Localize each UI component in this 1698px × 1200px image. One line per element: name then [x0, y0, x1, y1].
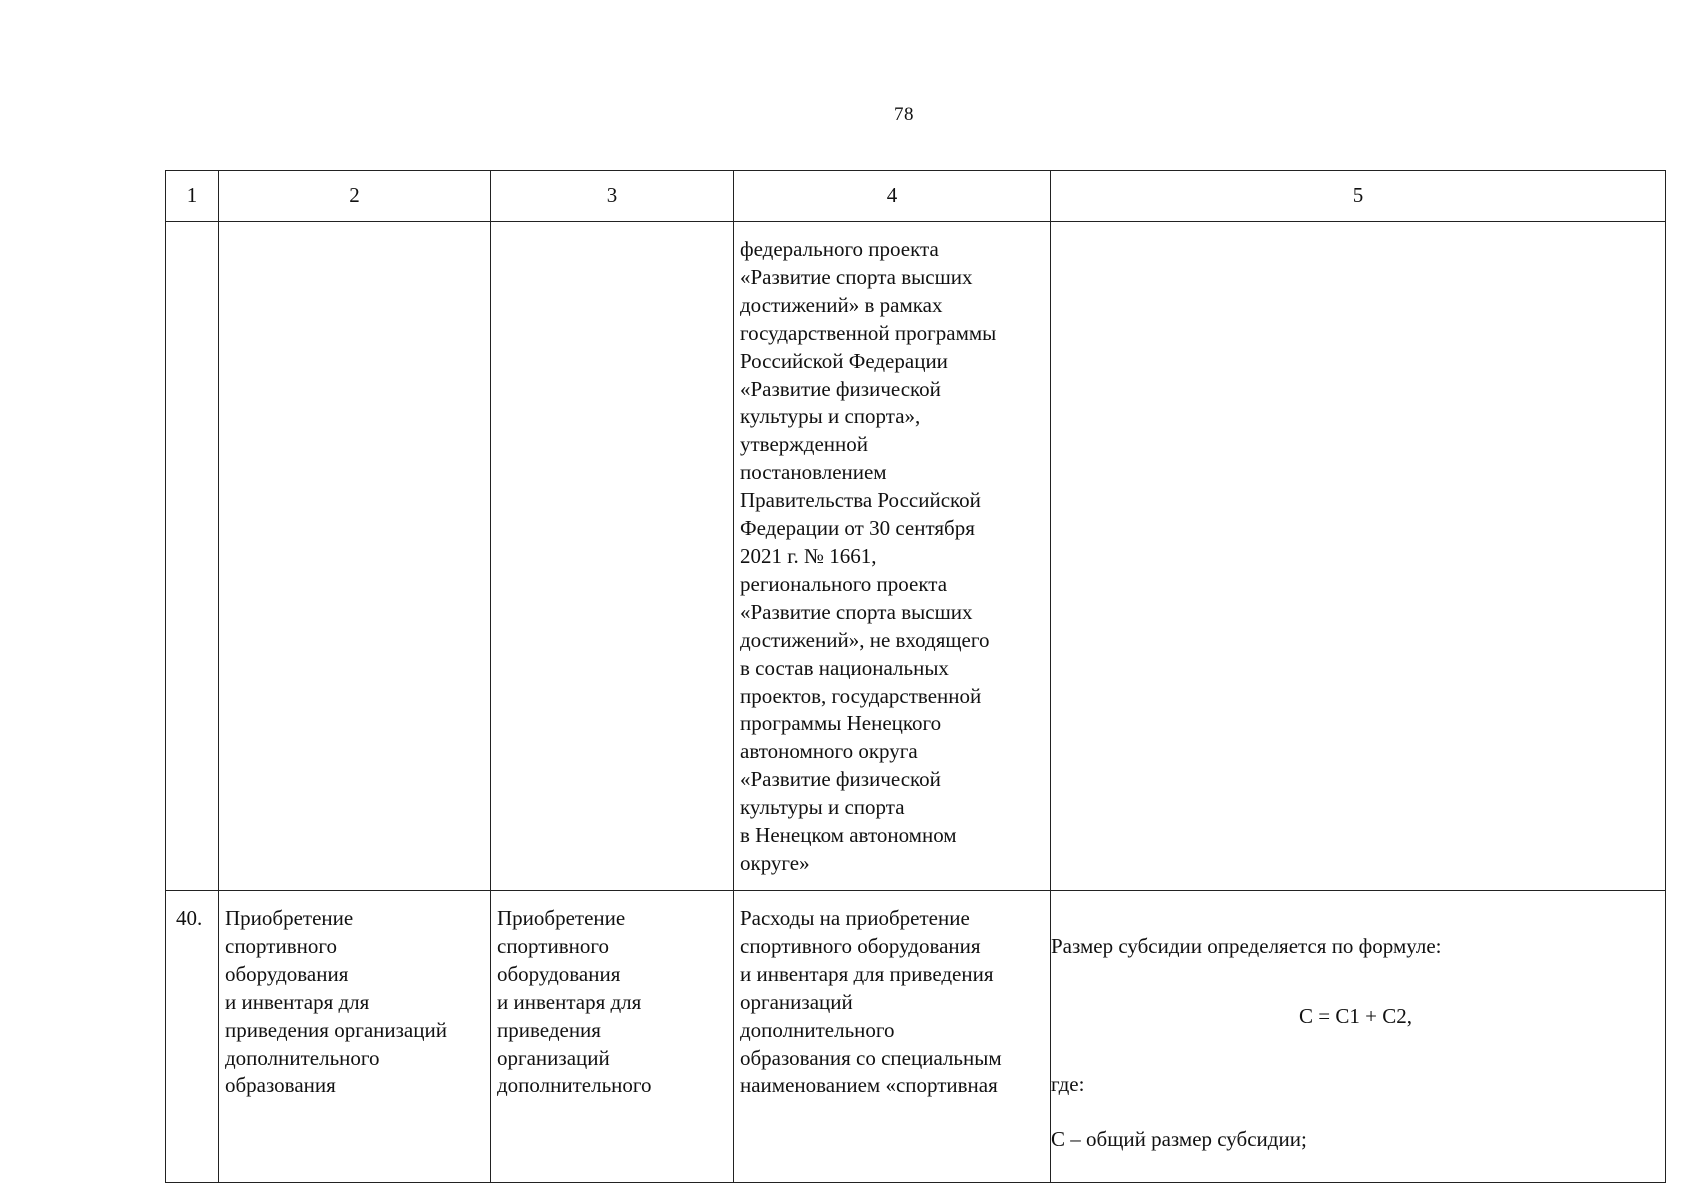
header-col-1: 1	[166, 171, 219, 222]
row-40-number: 40.	[166, 891, 219, 1183]
row-40-col-3: Приобретение спортивного оборудования и инвентаря для приведения организаций дополнительного	[491, 891, 734, 1183]
row-40-col-5	[1051, 891, 1666, 1183]
header-col-3: 3	[491, 171, 734, 222]
header-col-2: 2	[219, 171, 491, 222]
cell-continued-col-4	[734, 222, 1051, 891]
cell-continued-col-4-text: федерального проекта «Развитие спорта высших достижений» в рамках государственной программы Российской Федерации «Развитие физической культуры и спорта», утвержденной постановлением Правительства Российской Федерации от 30 сентября 2021 г. № 1661, регионального проекта «Развитие спорта высших достижений», не входящего в состав национальных проектов, государственной программы Ненецкого автономного округа «Развитие физической культуры и спорта в Ненецком автономном округе»	[740, 237, 997, 875]
page-number: 78	[894, 104, 914, 125]
header-col-5: 5	[1051, 171, 1666, 222]
formula-where: где:	[1051, 1071, 1085, 1096]
cell-continued-col-1	[166, 222, 219, 891]
table-header-row	[166, 171, 1666, 222]
row-40-col-2: Приобретение спортивного оборудования и инвентаря для приведения организаций дополнительного образования	[219, 891, 491, 1183]
formula: С = С1 + С2,	[1299, 1003, 1412, 1028]
table-row-continued	[166, 222, 1666, 891]
row-40-col-4: Расходы на приобретение спортивного оборудования и инвентаря для приведения организаций дополнительного образования со специальным наименованием «спортивная	[734, 891, 1051, 1183]
formula-intro: Размер субсидии определяется по формуле:	[1051, 933, 1442, 958]
formula-definition: С – общий размер субсидии;	[1051, 1127, 1307, 1152]
subsidy-table	[165, 170, 1666, 1183]
header-col-4: 4	[734, 171, 1051, 222]
table-row-40	[166, 891, 1666, 1183]
cell-continued-col-5	[1051, 222, 1666, 891]
cell-continued-col-2	[219, 222, 491, 891]
cell-continued-col-3	[491, 222, 734, 891]
